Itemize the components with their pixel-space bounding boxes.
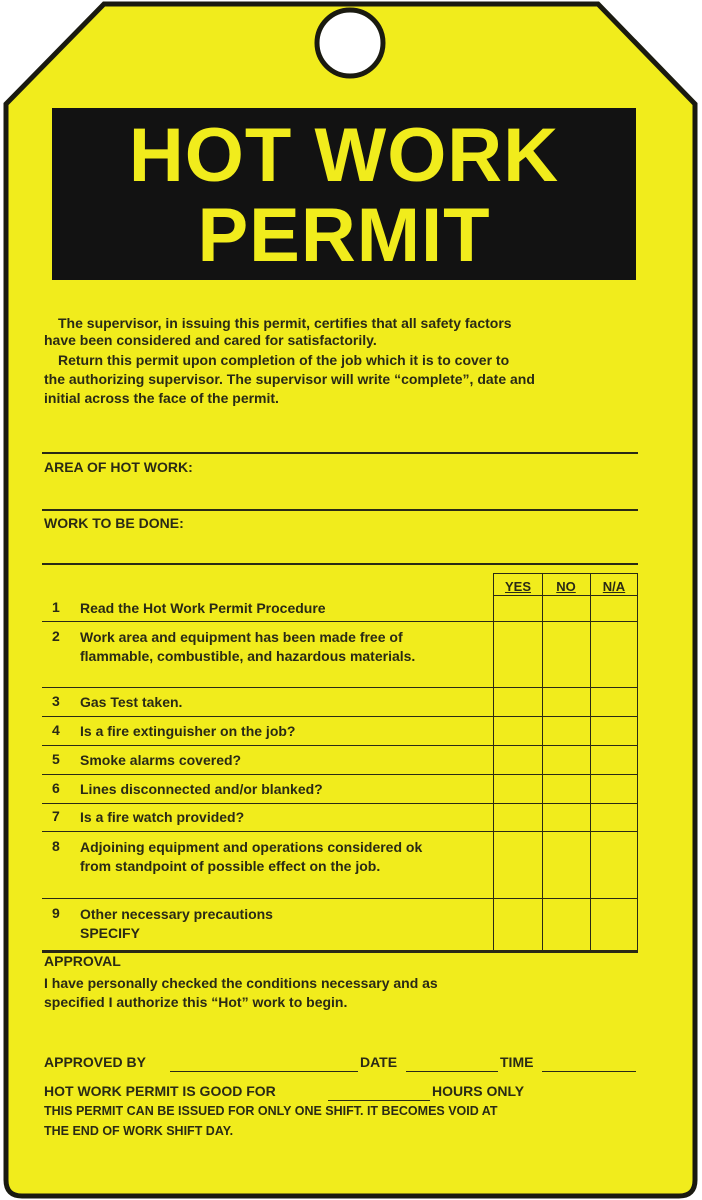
row-number: 9 — [52, 905, 60, 921]
header-na: N/A — [602, 579, 626, 594]
col-line-4 — [637, 573, 638, 950]
date-line — [406, 1071, 498, 1072]
row-number: 7 — [52, 808, 60, 824]
row-divider — [42, 745, 638, 746]
row-divider — [42, 774, 638, 775]
title-line-2: PERMIT — [197, 193, 491, 278]
row-divider — [42, 687, 638, 688]
row-number: 6 — [52, 780, 60, 796]
intro-line-5: initial across the face of the permit. — [44, 390, 279, 406]
work-top-rule — [42, 509, 638, 511]
checklist-item-text: Work area and equipment has been made free of flammable, combustible, and hazardous materials. — [80, 629, 416, 664]
col-line-1 — [493, 573, 494, 950]
footer-note-2: THE END OF WORK SHIFT DAY. — [44, 1124, 234, 1138]
intro-line-2: have been considered and cared for satisfactorily. — [44, 332, 377, 348]
area-top-rule — [42, 452, 638, 454]
hours-line — [328, 1100, 430, 1101]
row-number: 1 — [52, 599, 60, 615]
row-divider — [42, 716, 638, 717]
intro-line-1: The supervisor, in issuing this permit, certifies that all safety factors — [58, 315, 512, 331]
checklist-item-text: Adjoining equipment and operations considered ok from standpoint of possible effect on the job. — [80, 839, 423, 874]
work-to-be-done-label: WORK TO BE DONE: — [44, 515, 184, 531]
approval-line-2: specified I authorize this “Hot” work to begin. — [44, 994, 348, 1010]
checklist-item-text: Other necessary precautions SPECIFY — [80, 906, 273, 941]
date-label: DATE — [360, 1054, 398, 1070]
intro-line-4: the authorizing supervisor. The supervisor will write “complete”, date and — [44, 371, 535, 387]
footer-note-1: THIS PERMIT CAN BE ISSUED FOR ONLY ONE SHIFT. IT BECOMES VOID AT — [44, 1104, 498, 1118]
checklist-item-text: Lines disconnected and/or blanked? — [80, 781, 323, 797]
title-band — [52, 108, 636, 280]
intro-line-3: Return this permit upon completion of the job which it is to cover to — [58, 352, 510, 368]
checklist-item-text: Smoke alarms covered? — [80, 752, 242, 768]
title-line-1: HOT WORK — [128, 113, 560, 198]
header-bottom-rule — [494, 595, 638, 596]
row-divider — [42, 803, 638, 804]
checklist-table — [42, 563, 638, 953]
area-of-hot-work-label: AREA OF HOT WORK: — [44, 459, 193, 475]
header-yes: YES — [504, 579, 531, 594]
checklist-item-text: Is a fire extinguisher on the job? — [80, 723, 296, 739]
approved-by-label: APPROVED BY — [44, 1054, 146, 1070]
row-number: 4 — [52, 722, 60, 738]
approval-line-1: I have personally checked the conditions necessary and as — [44, 975, 438, 991]
row-number: 2 — [52, 628, 60, 644]
col-line-2 — [542, 573, 543, 950]
approved-by-line — [170, 1071, 358, 1072]
row-divider — [42, 831, 638, 832]
good-for-label: HOT WORK PERMIT IS GOOD FOR — [44, 1083, 276, 1099]
hours-only-label: HOURS ONLY — [432, 1083, 525, 1099]
row-divider — [42, 898, 638, 899]
row-number: 3 — [52, 693, 60, 709]
header-top-rule — [494, 573, 638, 574]
checklist-item-text: Gas Test taken. — [80, 694, 183, 710]
row-number: 5 — [52, 751, 60, 767]
checklist-item-text: Is a fire watch provided? — [80, 809, 245, 825]
time-label: TIME — [500, 1054, 534, 1070]
row-divider — [42, 621, 638, 622]
col-line-3 — [590, 573, 591, 950]
header-no: NO — [556, 579, 576, 594]
approval-heading: APPROVAL — [44, 953, 121, 969]
time-line — [542, 1071, 636, 1072]
grommet-hole — [317, 10, 383, 76]
row-number: 8 — [52, 838, 60, 854]
checklist-item-text: Read the Hot Work Permit Procedure — [80, 600, 326, 616]
